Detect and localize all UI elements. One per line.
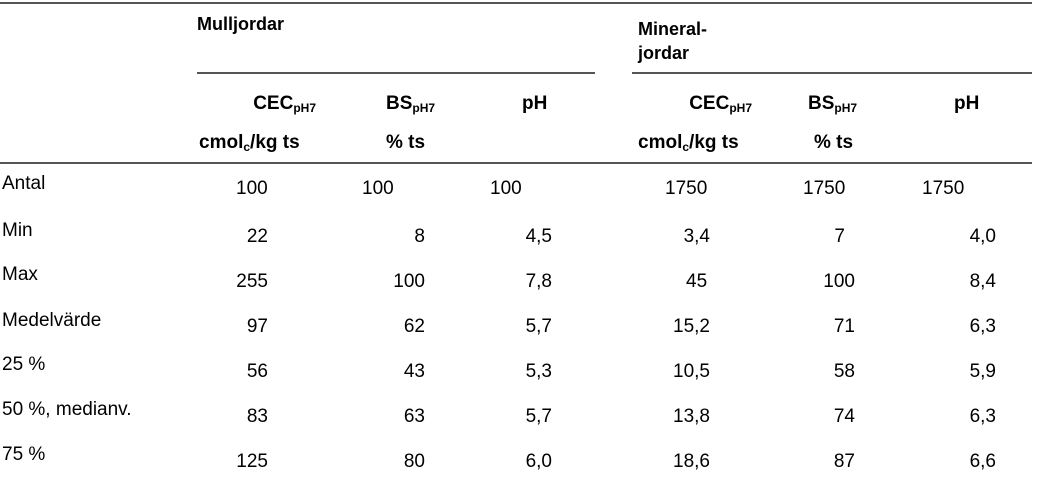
table-cell: 74	[833, 406, 855, 427]
table-cell: 255	[236, 271, 268, 292]
table-cell: 6,3	[969, 406, 996, 427]
table-cell: 3,4	[683, 226, 710, 247]
group-mineraljordar-line1: Mineral-	[638, 19, 708, 39]
table-cell: 100	[393, 271, 425, 292]
mineraljordar-underline	[632, 72, 1032, 74]
table-cell: 97	[246, 316, 268, 337]
table-cell: 125	[236, 451, 268, 472]
table-cell: 63	[403, 406, 425, 427]
table-cell: 6,6	[969, 451, 996, 472]
top-rule	[0, 2, 1032, 4]
table-cell: 4,0	[969, 226, 996, 247]
col-unit-bs-min: % ts	[814, 132, 854, 153]
table-cell: 7,8	[525, 271, 552, 292]
table-cell: 56	[246, 361, 268, 382]
col-header-cec-mull: $CEC_{pH7}$	[253, 93, 316, 115]
table-cell: 83	[246, 406, 268, 427]
col-header-bs-mull: $BS_{pH7}$	[386, 93, 436, 115]
table-cell: 22	[246, 226, 268, 247]
table-cell: 100	[823, 271, 855, 292]
row-label: 25 %	[2, 354, 46, 375]
table-cell: 62	[403, 316, 425, 337]
table-cell: 5,3	[525, 361, 552, 382]
row-label: Medelvärde	[2, 310, 102, 331]
table-cell: 45	[686, 271, 708, 292]
table-cell: 10,5	[673, 361, 710, 382]
table-cell: 13,8	[673, 406, 710, 427]
table-cell: 8,4	[969, 271, 996, 292]
table-cell: 7	[834, 226, 845, 247]
table-cell: 100	[490, 178, 522, 199]
table-cell: 5,7	[525, 316, 552, 337]
row-label: 50 %, medianv.	[2, 399, 132, 420]
table-cell: 100	[236, 178, 268, 199]
table-cell: 6,3	[969, 316, 996, 337]
col-unit-cec-mull: cmol$_c$/kg ts	[199, 132, 300, 154]
row-label: Min	[2, 220, 33, 241]
col-header-ph-mull: pH	[522, 93, 548, 114]
table-cell: 6,0	[525, 451, 552, 472]
table-cell: 100	[362, 178, 394, 199]
col-header-ph-min: pH	[954, 93, 980, 114]
table-cell: 15,2	[673, 316, 710, 337]
table-cell: 58	[833, 361, 855, 382]
col-header-bs-min: $BS_{pH7}$	[808, 93, 858, 115]
group-mulljordar: Mulljordar	[197, 14, 285, 34]
table-cell: 1750	[922, 178, 965, 199]
col-header-cec-min: $CEC_{pH7}$	[689, 93, 752, 115]
table-cell: 4,5	[525, 226, 552, 247]
table-cell: 1750	[803, 178, 846, 199]
col-unit-cec-min: cmol$_c$/kg ts	[638, 132, 739, 154]
table-cell: 43	[403, 361, 425, 382]
header-bottom-rule	[0, 162, 1032, 164]
row-label: Max	[2, 264, 38, 285]
mulljordar-underline	[197, 72, 595, 74]
table-cell: 8	[414, 226, 425, 247]
table-cell: 1750	[665, 178, 708, 199]
col-unit-bs-mull: % ts	[386, 132, 426, 153]
table-cell: 18,6	[673, 451, 710, 472]
group-mineraljordar-line2: jordar	[638, 43, 690, 63]
table-cell: 5,9	[969, 361, 996, 382]
table-cell: 87	[833, 451, 855, 472]
table-cell: 80	[403, 451, 425, 472]
row-label: 75 %	[2, 444, 46, 465]
row-label: Antal	[2, 173, 46, 194]
table-cell: 71	[833, 316, 855, 337]
table-cell: 5,7	[525, 406, 552, 427]
